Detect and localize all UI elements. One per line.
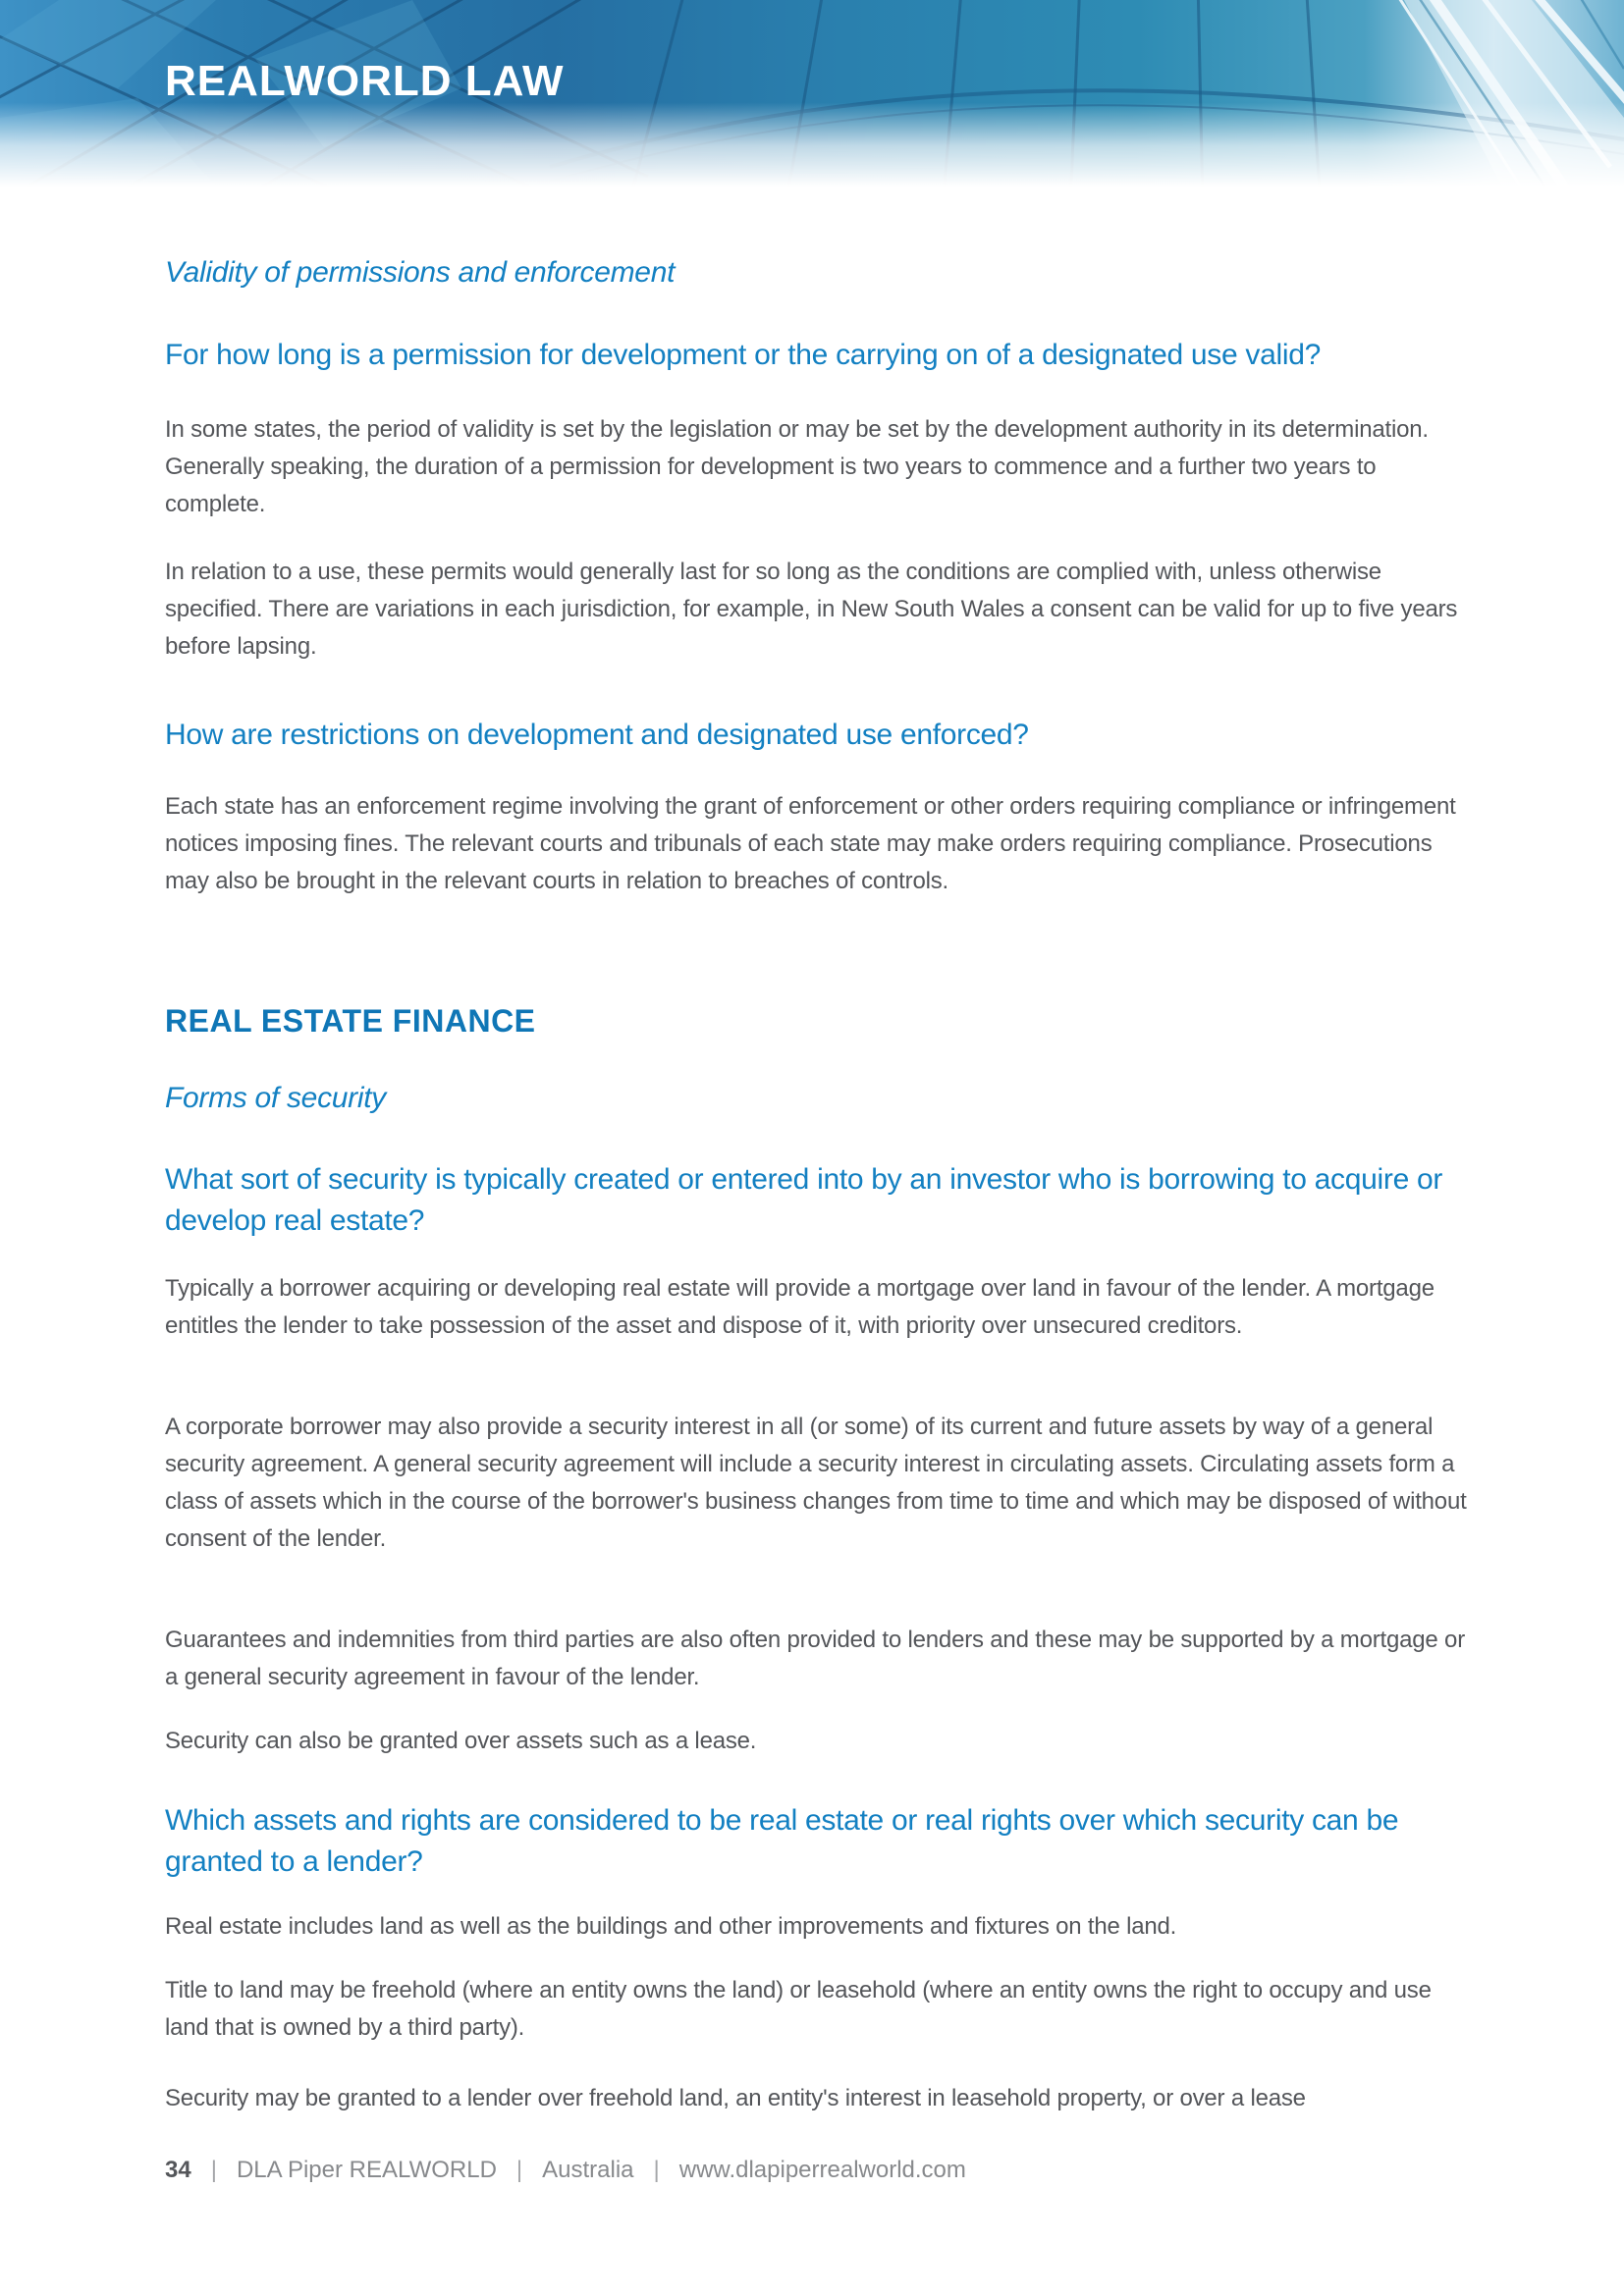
paragraph-title-to-land: Title to land may be freehold (where an entity owns the land) or leasehold (where an entity owns the right to occupy and use land that is owned by a third party). xyxy=(165,1977,1432,2041)
paragraph-mortgage-over-land: Typically a borrower acquiring or developing real estate will provide a mortgage over land in favour of the lender. A mortgage entitles the lender to take possession of the asset and dispose of it, with priority over unsecured creditors. xyxy=(165,1275,1435,1339)
footer-separator: | xyxy=(653,2157,660,2183)
page-number: 34 xyxy=(165,2157,191,2183)
paragraph-use-permits: In relation to a use, these permits would generally last for so long as the conditions are complied with, unless otherwise specified. There are variations in each jurisdiction, for example, in New South Wales a consent can be valid for up to five years before lapsing. xyxy=(165,559,1458,660)
section-heading-real-estate-finance: REAL ESTATE FINANCE xyxy=(165,1003,536,1039)
question-assets-and-rights: Which assets and rights are considered to be real estate or real rights over which security can be granted to a lender? xyxy=(165,1804,1399,1878)
footer-website-link[interactable]: www.dlapiperrealworld.com xyxy=(678,2157,966,2183)
footer-brand: DLA Piper REALWORLD xyxy=(236,2157,497,2183)
question-restrictions-enforced: How are restrictions on development and designated use enforced? xyxy=(165,719,1029,751)
document-title: REALWORLD LAW xyxy=(165,57,565,105)
paragraph-guarantees-indemnities: Guarantees and indemnities from third parties are also often provided to lenders and these may be supported by a mortgage or a general security agreement in favour of the lender. xyxy=(165,1627,1465,1690)
question-permission-validity-duration: For how long is a permission for development or the carrying on of a designated use valid? xyxy=(165,339,1322,371)
page-footer xyxy=(165,2157,966,2184)
paragraph-real-estate-includes: Real estate includes land as well as the buildings and other improvements and fixtures on the land. xyxy=(165,1913,1177,1940)
subheading-validity-of-permissions: Validity of permissions and enforcement xyxy=(165,256,676,289)
paragraph-security-granted-lender: Security may be granted to a lender over freehold land, an entity's interest in leasehold property, or over a lease xyxy=(165,2085,1306,2111)
question-security-type: What sort of security is typically created or entered into by an investor who is borrowing to acquire or develop real estate? xyxy=(165,1163,1443,1237)
paragraph-general-security-agreement: A corporate borrower may also provide a security interest in all (or some) of its current and future assets by way of a general security agreement. A general security agreement will include a security interest in circulating assets. Circulating assets form a class of assets which in the course of the borrower's business changes from time to time and which may be disposed of without consent of the lender. xyxy=(165,1414,1467,1552)
paragraph-validity-period: In some states, the period of validity is set by the legislation or may be set by the development authority in its determination. Generally speaking, the duration of a permission for development is two years to commence and a further two years to complete. xyxy=(165,416,1429,517)
footer-separator: | xyxy=(210,2157,217,2183)
paragraph-enforcement-regime: Each state has an enforcement regime involving the grant of enforcement or other orders requiring compliance or infringement notices imposing fines. The relevant courts and tribunals of each state may make orders requiring compliance. Prosecutions may also be brought in the relevant courts in relation to breaches of controls. xyxy=(165,793,1456,894)
header-banner xyxy=(0,0,1624,187)
footer-separator: | xyxy=(515,2157,523,2183)
subheading-forms-of-security: Forms of security xyxy=(165,1082,386,1114)
footer-country: Australia xyxy=(542,2157,634,2183)
paragraph-security-over-lease: Security can also be granted over assets such as a lease. xyxy=(165,1728,757,1754)
